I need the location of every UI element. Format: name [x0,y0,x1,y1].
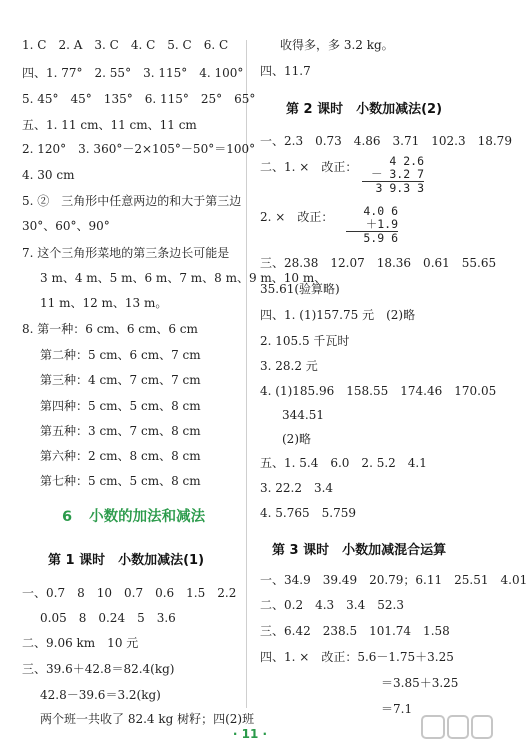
answer-line: 2. × 改正： [260,210,334,224]
answer-line: 一、34.9 39.49 20.79；6.11 25.51 4.01 [260,573,527,587]
answer-line: 4. 5.765 5.759 [260,506,356,520]
answer-line: 8. 第一种：6 cm、6 cm、6 cm [22,322,198,336]
answer-line: 二、1. × 改正： [260,160,358,174]
answer-line: 5. 45° 45° 135° 6. 115° 25° 65° [22,92,256,106]
calc-operand: ＋1.9 [365,217,398,231]
answer-line: 3. 28.2 元 [260,359,318,373]
answer-line: 35.61(验算略) [260,282,340,296]
column-divider [246,40,247,708]
answer-line: 0.05 8 0.24 5 3.6 [40,611,176,625]
answer-line: 第二种：5 cm、6 cm、7 cm [40,348,201,362]
answer-line: 3. 22.2 3.4 [260,481,334,495]
answer-line: 11 m、12 m、13 m。 [40,296,168,310]
answer-line: 四、1. (1)157.75 元 (2)略 [260,308,416,322]
answer-line: 7. 这个三角形菜地的第三条边长可能是 [22,246,230,260]
answer-line: 收得多，多 3.2 kg。 [280,38,394,52]
answer-line: 1. C 2. A 3. C 4. C 5. C 6. C [22,38,229,52]
answer-line: 5. ② 三角形中任意两边的和大于第三边 [22,194,242,208]
answer-line: 一、0.7 8 10 0.7 0.6 1.5 2.2 [22,586,237,600]
chapter-heading [62,505,205,526]
answer-line: 二、0.2 4.3 3.4 52.3 [260,598,404,612]
answer-line: 三、39.6＋42.8＝82.4(kg) [22,662,175,676]
answer-line: 344.51 [282,408,324,422]
chapter-title: 小数的加法和减法 [89,509,206,525]
answer-line: 三、28.38 12.07 18.36 0.61 55.65 [260,256,497,270]
vertical-calculation [346,205,398,245]
lesson-heading: 第 2 课时 小数加减法(2) [286,102,443,117]
answer-line: 第七种：5 cm、5 cm、8 cm [40,474,201,488]
answer-line: 3 m、4 m、5 m、6 m、7 m、8 m、9 m、10 m、 [40,271,327,285]
vertical-calculation [362,155,424,195]
answer-line: 一、2.3 0.73 4.86 3.71 102.3 18.79 [260,134,512,148]
answer-line: 第六种：2 cm、8 cm、8 cm [40,449,201,463]
answer-line: 五、1. 11 cm、11 cm、11 cm [22,118,197,132]
answer-line: 二、9.06 km 10 元 [22,636,139,650]
answer-line: 三、6.42 238.5 101.74 1.58 [260,624,450,638]
lesson-heading: 第 1 课时 小数加减法(1) [48,553,205,568]
calc-operand: 4 2.6 [389,154,424,168]
answer-line: 四、11.7 [260,64,311,78]
answer-line: 4. 30 cm [22,168,75,182]
answer-line: 第五种：3 cm、7 cm、8 cm [40,424,201,438]
calc-operand: 4.0 6 [363,204,398,218]
answer-line: 30°、60°、90° [22,219,110,233]
page-number: · 11 · [232,727,268,741]
lesson-heading: 第 3 课时 小数加减混合运算 [272,543,447,558]
answer-line: 五、1. 5.4 6.0 2. 5.2 4.1 [260,456,427,470]
answer-line: 2. 120° 3. 360°－2×105°－50°＝100° [22,142,256,156]
answer-line: 两个班一共收了 82.4 kg 树籽；四(2)班 [40,712,255,726]
answer-line: 第四种：5 cm、5 cm、8 cm [40,399,201,413]
answer-line: 42.8－39.6＝3.2(kg) [40,688,161,702]
calc-result: 3 9.3 3 [362,181,424,195]
calc-operand: － 3.2 7 [370,167,424,181]
answer-line: 四、1. 77° 2. 55° 3. 115° 4. 100° [22,66,244,80]
answer-line: (2)略 [282,432,311,446]
calc-result: 5.9 6 [346,231,398,245]
chapter-number: 6 [62,509,73,525]
answer-line: 4. (1)185.96 158.55 174.46 170.05 [260,384,497,398]
answer-line: 四、1. × 改正：5.6－1.75＋3.25 [260,650,454,664]
answer-line: ＝7.1 [381,702,413,716]
answer-line: 2. 105.5 千瓦时 [260,334,350,348]
watermark-logo [420,712,495,746]
answer-line: 第三种：4 cm、7 cm、7 cm [40,373,201,387]
answer-line: ＝3.85＋3.25 [381,676,459,690]
